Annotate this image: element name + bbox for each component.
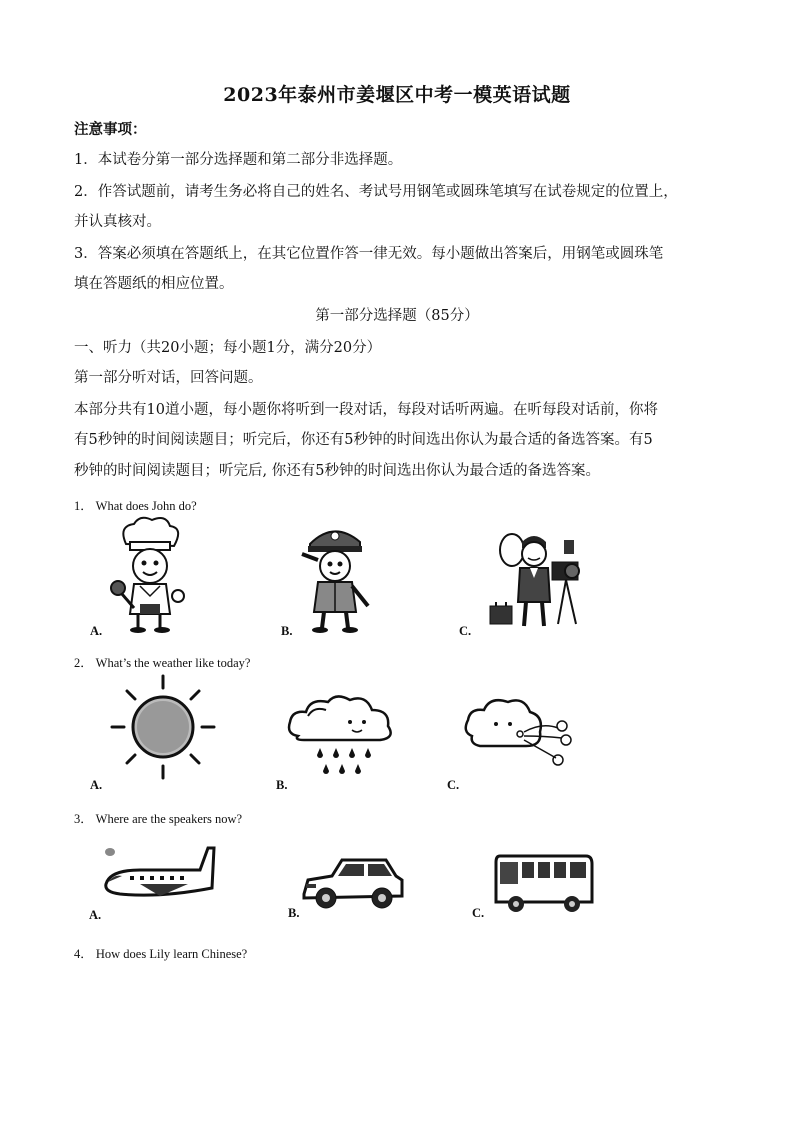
page-title: 2023年泰州市姜堰区中考一模英语试题 [223,84,571,106]
sunny-picture [108,672,218,782]
chef-picture [104,516,194,634]
part1-heading: 第一部分选择题（85分） [315,308,479,324]
subsection-heading: 第一部分听对话，回答问题。 [74,370,263,386]
notice-item-1: 1．本试卷分第一部分选择题和第二部分非选择题。 [74,152,403,168]
q1-option-c: C. [459,624,472,638]
q2-option-b: B. [276,778,288,792]
question-1: 1． What does John do? [74,499,197,513]
question-4: 4． How does Lily learn Chinese? [74,947,248,961]
question-3: 3． Where are the speakers now? [74,812,243,826]
q3-option-c: C. [472,906,485,920]
bus-picture [494,852,594,914]
notice-item-3: 3．答案必须填在答题纸上，在其它位置作答一律无效。每小题做出答案后，用钢笔或圆珠笔 [74,246,664,262]
notice-item-3-cont: 填在答题纸的相应位置。 [74,276,234,292]
q2-option-c: C. [447,778,460,792]
q3-option-a: A. [89,908,102,922]
intro-line-2: 有5秒钟的时间阅读题目；听完后，你还有5秒钟的时间选出你认为最合适的备选答案。有5 [74,432,653,448]
windy-picture [462,692,574,772]
photographer-picture [488,528,593,632]
question-2: 2． What’s the weather like today? [74,656,251,670]
section-listening: 一、听力（共20小题；每小题1分，满分20分） [74,340,382,356]
q3-option-b: B. [288,906,300,920]
intro-line-1: 本部分共有10道小题，每小题你将听到一段对话，每段对话听两遍。在听每段对话前，你将 [74,402,658,418]
airplane-picture [100,840,218,904]
police-officer-picture [290,516,380,634]
car-picture [298,856,408,914]
notice-item-2: 2．作答试题前，请考生务必将自己的姓名、考试号用钢笔或圆珠笔填写在试卷规定的位置上， [74,184,678,200]
intro-line-3: 秒钟的时间阅读题目；听完后, 你还有5秒钟的时间选出你认为最合适的备选答案。 [74,463,600,479]
rainy-picture [284,690,404,782]
q1-option-a: A. [90,624,103,638]
notice-heading: 注意事项： [74,121,147,138]
q1-option-b: B. [281,624,293,638]
q2-option-a: A. [90,778,103,792]
notice-item-2-cont: 并认真核对。 [74,214,161,230]
